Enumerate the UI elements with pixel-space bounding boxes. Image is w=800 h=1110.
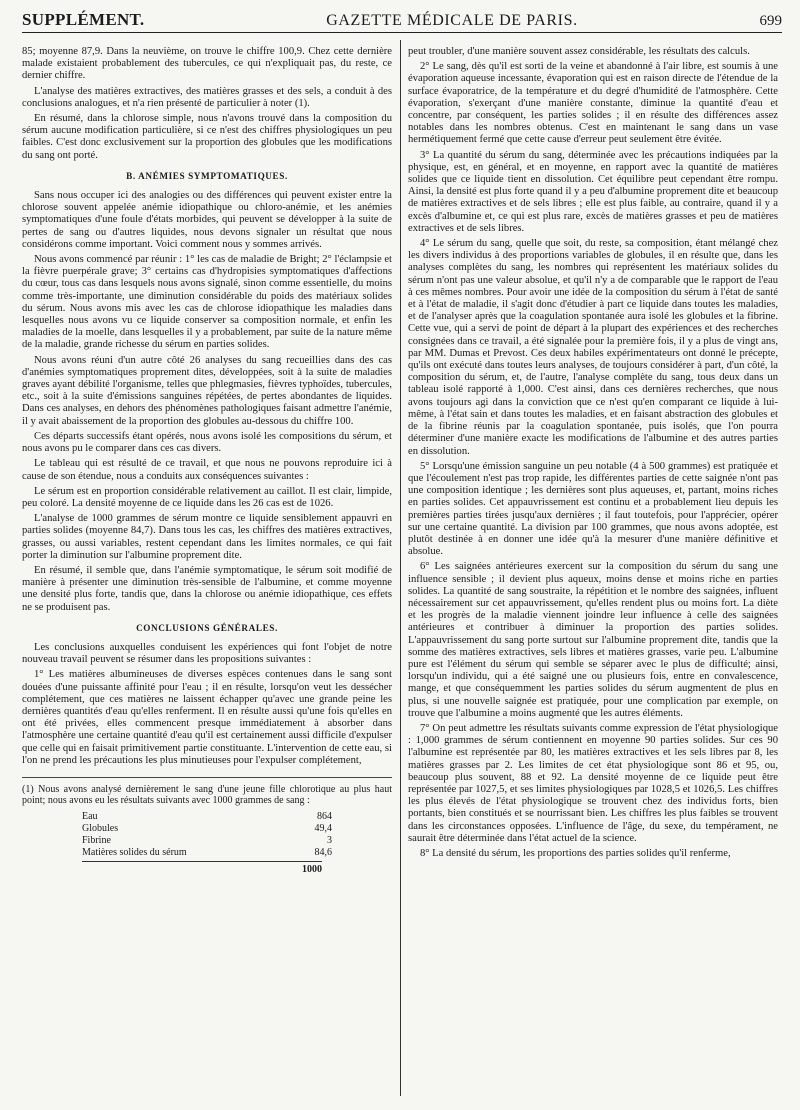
footnote-table-row (82, 835, 332, 847)
paragraph: peut troubler, d'une manière souvent assez considérable, les résultats des calculs. (408, 46, 750, 57)
paragraph: 8° La densité du sérum, les proportions des parties solides qu'il renferme, (420, 848, 731, 859)
paragraph: 6° Les saignées antérieures exercent sur la composition du sérum du sang une influence sensible ; il devient plus aqueux, moins dense et moins riche en parties solides. La quantité de sang soustraite, la répétition et le nombre des saignées, influent nécessairement sur cet appauvrissement, qu'elles rendent plus ou moins fort. La diète et les progrès de la maladie viennent joindre leur influence à celle des saignées antérieures et contribuer à diminuer la proportion des parties solides. L'appauvrissement du sang porte surtout sur l'albumine proprement dite, tandis que la somme des matières extractives, sels libres et matières grasses, varie peu. L'albumine pure est l'élément du sérum qui semble se séparer avec le plus de difficulté; ainsi, lorsqu'un individu, qui a été saigné une ou plusieurs fois, entre en convalescence, mange, et que conséquemment les parties solides du sérum augmentent de plus en plus, si une nouvelle saignée est pratiquée, pour une complication par exemple, on trouve que l'albumine a moins augmenté que les autres éléments. (408, 561, 778, 719)
paragraph: 4° Le sérum du sang, quelle que soit, du reste, sa composition, étant mélangé chez les divers individus à des proportions variables de globules, il en résulte que, dans les analyses complètes du sang, les nombres qui représentent les matériaux solides du sérum n'ont pas une valeur absolue, et qu'il n'y a de comparable que le rapport de l'eau à ces mêmes nombres. Pour avoir une idée de la composition du sérum à l'état de santé et à l'état de maladie, il s'agit donc d'étudier à part ce liquide dans toutes les maladies, et de l'analyser après que la coagulation spontanée aura isolé les globules et la fibrine. Cette vue, qui a servi de point de départ à la plupart des expériences et des recherches consignées dans ce travail, a été signalée pour la première fois, il y a plus de vingt ans, par MM. Dumas et Prevost. Ces deux habiles expérimentateurs ont donné le précepte, qu'ils ont exécuté dans toutes leurs analyses, de toujours considérer à part, d'un côté, la composition du sérum, et, de l'autre, l'analyse complète du sang, tous deux dans un tableau isolé rapporté à 1,000. C'est ainsi, dans ces dernières recherches, que nous avons toujours agi dans la conviction que ce n'est qu'en comparant ce liquide à lui-même, à l'état sain et dans toutes les maladies, et en faisant abstraction des globules et de la fibrine réunis par la coagulation spontanée, puis isolés, que l'on pourra déterminer d'une manière exacte les modifications de l'albumine et des autres parties en dissolution. (408, 238, 778, 457)
page-header (22, 10, 782, 33)
section-heading-anemies: B. ANÉMIES SYMPTOMATIQUES. (126, 170, 288, 181)
paragraph: Nous avons commencé par réunir : 1° les cas de maladie de Bright; 2° l'éclampsie et la fièvre puerpérale grave; 3° certains cas d'hydropisies symptomatiques d'affections du cœur, tous cas dans lesquels nous avons signalé, sinon comme essentielle, du moins comme très-importante, une diminution considérable du poids des matériaux solides du sérum. Nous avons mis avec les cas de chlorose idiopathique les maladies dans lesquelles nous avons vu ce liquide conserver sa composition normale, et enfin les maladies de la moelle, dans lesquelles il y a probablement, par suite de la nature même de la maladie, grande richesse du sérum en parties solides. (22, 254, 392, 351)
row-value: 84,6 (314, 846, 332, 858)
paragraph: 2° Le sang, dès qu'il est sorti de la veine et abandonné à l'air libre, est soumis à une évaporation aqueuse incessante, évaporation qui est en raison directe de l'étendue de la surface évaporatrice, de la température et du degré d'humidité de l'atmosphère. Cette évaporation, s'exerçant d'une manière constante, diminue la quantité d'eau et concentre, par conséquent, les parties solides ; il en résulte des différences assez notables dans les nombres obtenus. C'est en maintenant le sang dans un vase hermétiquement fermé que cette cause d'erreur peut seulement être évitée. (408, 61, 778, 146)
footnote-table (82, 811, 332, 876)
section-heading-conclusions: CONCLUSIONS GÉNÉRALES. (136, 622, 278, 633)
paragraph: 3° La quantité du sérum du sang, déterminée avec les précautions indiquées par la physique, est, en général, et en moyenne, en rapport avec la quantité de matières solides que ce liquide tient en dissolution. Cet équilibre peut cependant être rompu. Ainsi, la densité est plus forte quand il y a peu d'albumine proprement dite et beaucoup de matières extractives et de sels libres ; elle est plus faible, au contraire, quand il y a excès d'albumine et, ce qui est plus rare, excès de matières grasses et peu de matières extractives et de sels libres. (408, 149, 778, 234)
paragraph: 5° Lorsqu'une émission sanguine un peu notable (4 à 500 grammes) est pratiquée et que l'écoulement n'est pas trop rapide, les différentes parties de cette saignée n'ont pas une composition identique ; les dernières sont plus aqueuses, et, partant, moins riches en parties solides. Cet appauvrissement est continu et a probablement lieu depuis les premières parties tirées jusqu'aux dernières ; il faut toutefois, pour l'apprécier, opérer sur une certaine quantité. La division par 100 grammes, que nous avons adoptée, est plutôt destinée à en donner une idée qu'à la mesurer d'une manière définitive et absolue. (408, 460, 778, 558)
paragraph: 85; moyenne 87,9. Dans la neuvième, on trouve le chiffre 100,9. Chez cette dernière malade existaient probablement des tubercules, ce qui n'expliquait pas, du reste, ce dernier chiffre. (22, 46, 392, 82)
footnote: (1) Nous avons analysé dernièrement le sang d'une jeune fille chlorotique au plus haut point; nous avons eu les résultats suivants avec 1000 grammes de sang : (22, 783, 392, 807)
row-value: 864 (317, 810, 332, 822)
row-label: Eau (82, 810, 98, 822)
paragraph: Nous avons réuni d'un autre côté 26 analyses du sang recueillies dans des cas d'anémies symptomatiques proprement dites, développées, soit à la suite de maladies graves ayant débilité l'organisme, telles que phlegmasies, fièvres typhoïdes, tubercules, etc., soit à la suite d'émissions sanguines répétées, de pertes abondantes de liquides. Dans ces analyses, en dehors des phénomènes pathologiques faisant admettre l'anémie, il y avait abaissement de la proportion des globules au-dessous du chiffre 100. (22, 354, 392, 427)
page-number: 699 (759, 13, 782, 29)
footnote-table-row (82, 811, 332, 823)
paragraph: Le tableau qui est résulté de ce travail, et que nous ne pouvons reproduire ici à cause de son étendue, nous a conduits aux conséquences suivantes : (22, 458, 392, 482)
left-column (22, 46, 392, 876)
paragraph: Les conclusions auxquelles conduisent les expériences qui font l'objet de notre nouveau travail peuvent se résumer dans les propositions suivantes : (22, 641, 392, 666)
row-label: Fibrine (82, 834, 111, 846)
row-value: 3 (327, 834, 332, 846)
paragraph: Sans nous occuper ici des analogies ou des différences qui peuvent exister entre la chlorose souvent appelée anémie idiopathique ou chloro-anémie, et les anémies symptomatiques d'une foule d'états morbides, qui peuvent se développer à la suite de pertes de sang ou d'autres liquides, nous devons signaler un résultat que nous considérons comme important. Voici comment nous y sommes arrivés. (22, 190, 392, 250)
paragraph: Le sérum est en proportion considérable relativement au caillot. Il est clair, limpide, peu coloré. La densité moyenne de ce liquide dans les 26 cas est de 1026. (22, 485, 392, 509)
supplement-label: SUPPLÉMENT. (22, 10, 145, 29)
row-label: Globules (82, 822, 119, 834)
footnote-table-row (82, 847, 332, 859)
column-divider (400, 40, 401, 1096)
paragraph: En résumé, il semble que, dans l'anémie symptomatique, le sérum soit modifié de manière à présenter une diminution très-sensible de l'albumine, et comme moyenne une densité plus forte, tandis que, dans la chlorose ou anémie idiopathique, ces effets ne se produisent pas. (22, 564, 392, 613)
paragraph: 1° Les matières albumineuses de diverses espèces contenues dans le sang sont douées d'une puissante affinité pour l'eau ; il en résulte, lorsqu'on veut les dessécher complétement, que ces matières ne laissent échapper qu'avec une grande peine les dernières quantités d'eau qu'elles renferment. Il en résulte aussi qu'une fois qu'elles en ont été privées, elles commencent presque immédiatement à absorber dans l'atmosphère une certaine quantité d'eau qu'il est certainement aussi difficile d'expulser que celle qui en faisait primitivement partie constituante. L'intervention de cette eau, si l'on ne prend les précautions les plus minutieuses pour l'expulser complétement, (22, 669, 392, 766)
right-column (408, 46, 778, 863)
row-value: 49,4 (314, 822, 332, 834)
footnote-rule (22, 777, 392, 778)
row-label: Matières solides du sérum (82, 846, 187, 858)
paragraph: 7° On peut admettre les résultats suivants comme expression de l'état physiologique : 1,000 grammes de sérum contiennent en moyenne 90 parties solides. Sur ces 90 l'albumine est représentée par 80, les matières extractives et les sels libres par 8, les matières grasses par 2. Les limites de cet état physiologique sont 86 et 95, ou, beaucoup plus souvent, 88 et 92. La densité moyenne de ce liquide peut être représentée par 1027,5, et ses limites physiologiques par 1028,5 et 1026,5. Les chiffres les plus élevés de l'état physiologique se trouvent chez des individus forts, bien portants, bien constitués et se nourrissant bien. Les chiffres les plus faibles se trouvent dans les circonstances opposées. L'influence de l'âge, du sexe, du tempérament, ne saurait être déterminée dans l'état actuel de la science. (408, 722, 778, 844)
journal-title: GAZETTE MÉDICALE DE PARIS. (326, 12, 578, 29)
footnote-total: 1000 (82, 861, 322, 876)
paragraph: L'analyse de 1000 grammes de sérum montre ce liquide sensiblement appauvri en parties solides (moyenne 84,7). Dans tous les cas, les chiffres des matières extractives, grasses, ou aussi variables, restent cependant dans les limites normales, ce qui fait porter la diminution sur l'albumine proprement dite. (22, 513, 392, 561)
paragraph: L'analyse des matières extractives, des matières grasses et des sels, a conduit à des conclusions analogues, et n'a rien présenté de particulier à noter (1). (22, 85, 392, 109)
paragraph: En résumé, dans la chlorose simple, nous n'avons trouvé dans la composition du sérum aucune modification particulière, si ce n'est des chiffres physiologiques un peu faibles. C'est donc exclusivement sur la proportion des globules que les modifications du sang ont porté. (22, 113, 392, 161)
paragraph: Ces départs successifs étant opérés, nous avons isolé les compositions du sérum, et nous avons pu le comparer dans ces cas divers. (22, 430, 392, 455)
footnote-table-row (82, 823, 332, 835)
